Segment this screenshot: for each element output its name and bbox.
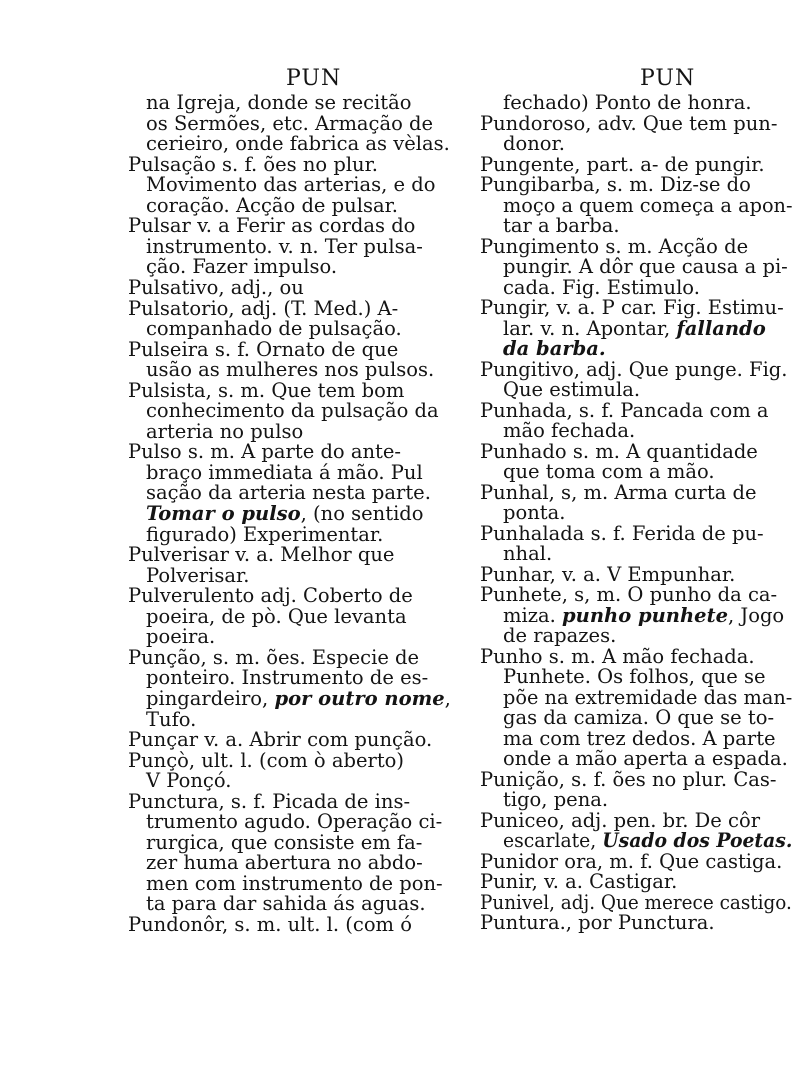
dictionary-line: Pulsista, s. m. Que tem bom [128, 378, 405, 402]
dictionary-line: Pungitivo, adj. Que punge. Fig. [480, 357, 788, 381]
dictionary-line: Punivel, adj. Que merece castigo. [480, 890, 792, 914]
dictionary-line: Punir, v. a. Castigar. [480, 870, 678, 893]
dictionary-line: tigo, pena. [503, 788, 609, 811]
dictionary-line: Punhete. Os folhos, que se [503, 665, 766, 688]
dictionary-line: ção. Fazer impulso. [146, 255, 338, 279]
dictionary-line: Punhar, v. a. V Empunhar. [480, 562, 736, 586]
dictionary-line: ponta. [503, 501, 566, 524]
dictionary-line: Punição, s. f. ões no plur. Cas- [480, 767, 777, 791]
dictionary-line: Pulsatorio, adj. (T. Med.) A- [128, 296, 399, 320]
dictionary-line: onde a mão aperta a espada. [503, 747, 788, 770]
dictionary-line: põe na extremidade das man- [503, 685, 793, 709]
dictionary-line: cada. Fig. Estimulo. [503, 275, 700, 299]
dictionary-line: men com instrumento de pon- [146, 871, 443, 895]
dictionary-line: Tufo. [146, 707, 197, 731]
dictionary-line: Pungir, v. a. P car. Fig. Estimu- [480, 296, 784, 319]
dictionary-line: Polverisar. [146, 563, 250, 587]
dictionary-line: Puntura., por Punctura. [480, 911, 715, 934]
dictionary-line: trumento agudo. Operação ci- [146, 810, 443, 834]
dictionary-line: Que estimula. [503, 378, 641, 401]
dictionary-line: Pulsação s. f. ões no plur. [128, 152, 378, 176]
dictionary-line: V Ponçó. [146, 769, 232, 793]
italic-phrase: punho punhete [562, 603, 728, 627]
dictionary-line: Pulseira s. f. Ornato de que [128, 337, 399, 361]
dictionary-line: Punho s. m. A mão fechada. [480, 644, 755, 668]
dictionary-line: Pungente, part. a- de pungir. [480, 152, 765, 176]
dictionary-line: miza. punho punhete, Jogo [503, 603, 785, 627]
dictionary-line: lar. v. n. Apontar, fallando [503, 316, 766, 340]
dictionary-line: os Sermões, etc. Armação de [146, 111, 434, 135]
left-running-header: PUN [286, 66, 342, 91]
dictionary-line: Pulverisar v. a. Melhor que [128, 543, 395, 567]
dictionary-line: Punhal, s, m. Arma curta de [480, 480, 757, 504]
dictionary-line: Tomar o pulso, (no sentido [146, 502, 424, 525]
dictionary-line: donor. [503, 132, 565, 155]
dictionary-line: rurgica, que consiste em fa- [146, 830, 423, 854]
dictionary-line: Punhada, s. f. Pancada com a [480, 398, 769, 422]
dictionary-line: Pulsativo, adj., ou [128, 275, 304, 299]
italic-phrase: Usado dos Poetas. [602, 829, 793, 852]
dictionary-line: fechado) Ponto de honra. [503, 91, 752, 114]
dictionary-line: Pundonôr, s. m. ult. l. (com ó [128, 913, 412, 936]
dictionary-line: companhado de pulsação. [146, 317, 402, 341]
dictionary-line: moço a quem começa a apon- [503, 193, 793, 217]
dictionary-line: ponteiro. Instrumento de es- [146, 666, 429, 690]
dictionary-line: de rapazes. [503, 624, 617, 647]
dictionary-line: zer huma abertura no abdo- [146, 851, 423, 875]
dictionary-line: arteria no pulso [146, 419, 304, 443]
dictionary-line: tar a barba. [503, 214, 620, 237]
dictionary-line: Pungibarba, s. m. Diz-se do [480, 173, 751, 196]
dictionary-line: poeira. [146, 625, 216, 649]
dictionary-line: poeira, de pò. Que levanta [146, 604, 407, 628]
dictionary-line [503, 339, 606, 359]
dictionary-line: Pulso s. m. A parte do ante- [128, 440, 402, 464]
dictionary-line: figurado) Experimentar. [146, 522, 384, 546]
dictionary-line: escarlate, Usado dos Poetas. [503, 829, 793, 852]
dictionary-line: Movimento das arterias, e do [146, 173, 436, 197]
dictionary-line: ta para dar sahida ás aguas. [146, 892, 426, 916]
dictionary-line: Punctura, s. f. Picada de ins- [128, 789, 411, 813]
italic-phrase: da barba. [503, 337, 606, 360]
dictionary-line: mão fechada. [503, 419, 636, 442]
dictionary-line: pungir. A dôr que causa a pi- [503, 255, 788, 278]
italic-phrase: Tomar o pulso [146, 502, 301, 525]
dictionary-line: pingardeiro, por outro nome, [146, 686, 451, 710]
dictionary-line: Punidor ora, m. f. Que castiga. [480, 849, 783, 873]
dictionary-line: usão as mulheres nos pulsos. [146, 358, 435, 382]
dictionary-line: cerieiro, onde fabrica as vèlas. [146, 132, 450, 156]
dictionary-line: Punhado s. m. A quantidade [480, 439, 758, 463]
dictionary-line: Pulverulento adj. Coberto de [128, 584, 413, 608]
italic-phrase: fallando [676, 316, 766, 340]
dictionary-line: Punção, s. m. ões. Especie de [128, 645, 420, 669]
dictionary-line: Punhete, s, m. O punho da ca- [480, 583, 778, 606]
dictionary-line: Pungimento s. m. Acção de [480, 234, 749, 258]
dictionary-line: Puniceo, adj. pen. br. De côr [480, 808, 761, 832]
dictionary-line: sação da arteria nesta parte. [146, 481, 431, 505]
dictionary-line: braço immediata á mão. Pul [146, 460, 423, 484]
dictionary-line: Punhalada s. f. Ferida de pu- [480, 521, 764, 545]
dictionary-line: na Igreja, donde se recitão [146, 91, 412, 114]
dictionary-line: Punçò, ult. l. (com ò aberto) [128, 748, 405, 772]
dictionary-line: Pulsar v. a Ferir as cordas do [128, 214, 416, 238]
dictionary-line: coração. Acção de pulsar. [146, 193, 398, 217]
dictionary-line: Punçar v. a. Abrir com punção. [128, 728, 433, 752]
dictionary-line: Pundoroso, adv. Que tem pun- [480, 111, 778, 135]
dictionary-line: instrumento. v. n. Ter pulsa- [146, 234, 423, 258]
dictionary-line: conhecimento da pulsação da [146, 399, 439, 423]
italic-phrase: por outro nome [274, 686, 445, 710]
right-running-header: PUN [640, 66, 696, 91]
dictionary-line: nhal. [503, 542, 553, 565]
dictionary-line: ma com trez dedos. A parte [503, 726, 776, 750]
dictionary-line: gas da camiza. O que se to- [503, 706, 775, 729]
dictionary-line: que toma com a mão. [503, 460, 715, 483]
